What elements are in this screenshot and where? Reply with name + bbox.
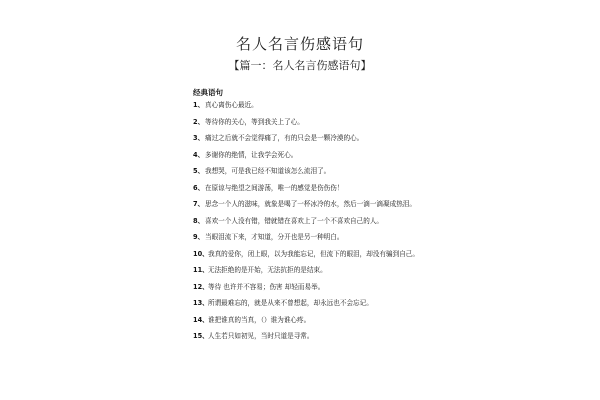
- list-item: [193, 331, 423, 342]
- item-text: 所谓最难忘的，就是从来不曾想起，却永远也不会忘记。: [208, 299, 373, 307]
- item-text: 真心离伤心最近。: [205, 101, 258, 109]
- item-number: 15、: [193, 332, 209, 340]
- list-item: [193, 183, 423, 194]
- list-item: [193, 282, 423, 293]
- item-number: 3、: [193, 134, 205, 142]
- item-text: 谁把谁真的当真，（）谁为谁心疼。: [208, 315, 311, 324]
- item-text: 等待你的关心，等到我关上了心。: [205, 117, 304, 126]
- item-text: 思念一个人的滋味，就象是喝了一杯冰冷的水，然后一滴一滴凝成热泪。: [205, 200, 416, 208]
- item-text: 喜欢一个人没有错，错就错在喜欢上了一个不喜欢自己的人。: [205, 216, 384, 225]
- list-item: [193, 199, 423, 210]
- list-item: [193, 298, 423, 309]
- item-text: 我想哭，可是我已经不知道该怎么流泪了。: [205, 167, 331, 175]
- section-heading: 经典语句: [193, 88, 223, 97]
- list-item: [193, 150, 423, 161]
- item-text: 当眼泪流下来，才知道，分开也是另一种明白。: [205, 233, 344, 241]
- item-number: 8、: [193, 216, 205, 225]
- item-number: 14、: [193, 315, 209, 324]
- item-text: 我真的爱你，闭上眼，以为我能忘记，但流下的眼泪，却没有骗到自己。: [208, 249, 419, 258]
- item-number: 13、: [193, 299, 209, 307]
- list-item: [193, 117, 423, 128]
- item-text: 等待 也许并不容易；伤害 却轻而易举。: [208, 282, 325, 291]
- list-item: [193, 216, 423, 227]
- item-number: 7、: [193, 200, 205, 208]
- list-item: [193, 265, 423, 276]
- list-item: [193, 100, 423, 111]
- document-title: 名人名言伤感语句: [235, 35, 364, 53]
- item-text: 痛过之后就不会觉得痛了，有的只会是一颗冷漠的心。: [205, 134, 364, 142]
- document-subtitle: 【篇一：名人名言伤感语句】: [228, 59, 372, 72]
- item-number: 6、: [193, 183, 205, 192]
- item-number: 10、: [193, 249, 209, 258]
- list-item: [193, 166, 423, 177]
- list-item: [193, 133, 423, 144]
- quote-list: [193, 100, 423, 342]
- list-item: [193, 315, 423, 326]
- item-number: 4、: [193, 150, 205, 159]
- list-item: [193, 232, 423, 243]
- item-number: 1、: [193, 101, 205, 109]
- item-number: 11、: [193, 266, 209, 274]
- item-text: 人生若只如初见，当时只道是寻常。: [208, 332, 314, 340]
- item-number: 12、: [193, 282, 209, 291]
- item-text: 无法拒绝的是开始，无法抗拒的是结束。: [208, 266, 327, 274]
- item-number: 9、: [193, 233, 205, 241]
- item-text: 在原谅与绝望之间游荡，唯一的感觉是伤伤伤！: [205, 183, 344, 192]
- item-text: 多谢你的绝情，让我学会死心。: [205, 150, 298, 159]
- list-item: [193, 249, 423, 260]
- item-number: 2、: [193, 117, 205, 126]
- item-number: 5、: [193, 167, 205, 175]
